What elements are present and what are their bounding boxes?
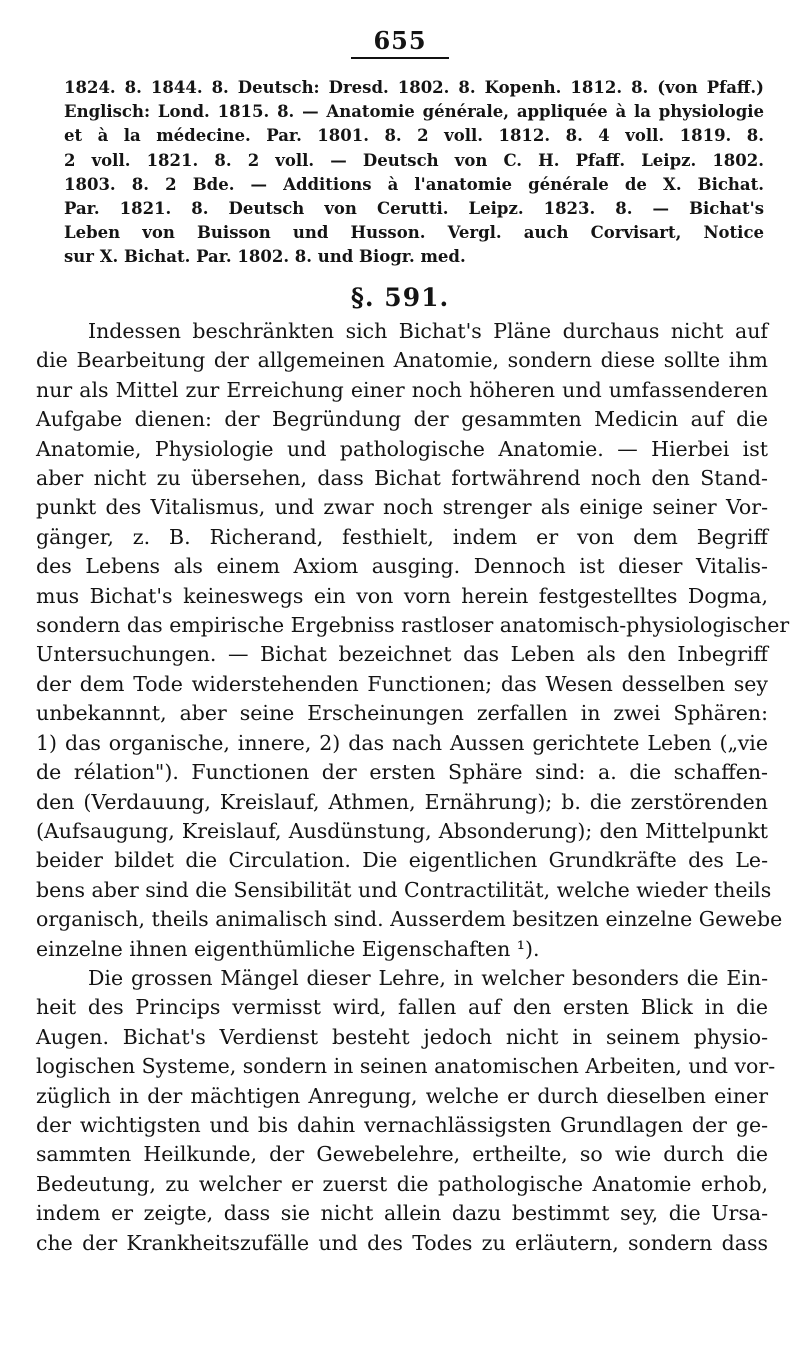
footnote-line: 1824. 8. 1844. 8. Deutsch: Dresd. 1802. 8. Kopenh. 1812. 8. (von Pfaff.) <box>64 78 764 97</box>
text-line: der wichtigsten und bis dahin vernachlässigsten Grundlagen der ge- <box>36 1112 768 1137</box>
text-line: punkt des Vitalismus, und zwar noch strenger als einige seiner Vor- <box>36 495 768 520</box>
footnote-line: et à la médecine. Par. 1801. 8. 2 voll. 1812. 8. 4 voll. 1819. 8. <box>64 126 764 146</box>
text-line: nur als Mittel zur Erreichung einer noch höheren und umfassenderen <box>36 377 768 402</box>
text-line: züglich in der mächtigen Anregung, welche er durch dieselben einer <box>36 1083 768 1108</box>
text-line: Aufgabe dienen: der Begründung der gesammten Medicin auf die <box>36 407 768 432</box>
footnote-line: Englisch: Lond. 1815. 8. — Anatomie générale, appliquée à la physiologie <box>64 102 764 122</box>
page-number: 655 <box>351 26 448 59</box>
text-line: (Aufsaugung, Kreislauf, Ausdünstung, Absonderung); den Mittelpunkt <box>36 818 768 843</box>
text-line: heit des Princips vermisst wird, fallen auf den ersten Blick in die <box>36 995 768 1020</box>
text-line: Untersuchungen. — Bichat bezeichnet das Leben als den Inbegriff <box>36 642 768 667</box>
text-line: 1) das organische, innere, 2) das nach Aussen gerichtete Leben („vie <box>36 730 768 755</box>
page-header <box>0 26 800 59</box>
footnote-line: 1803. 8. 2 Bde. — Additions à l'anatomie générale de X. Bichat. <box>64 174 764 194</box>
text-line: aber nicht zu übersehen, dass Bichat fortwährend noch den Stand- <box>36 466 768 491</box>
footnote-line: sur X. Bichat. Par. 1802. 8. und Biogr. med. <box>64 247 466 267</box>
body-text <box>36 317 790 1258</box>
text-line: der dem Tode widerstehenden Functionen; das Wesen desselben sey <box>36 671 768 696</box>
text-line: Bedeutung, zu welcher er zuerst die pathologische Anatomie erhob, <box>36 1171 768 1196</box>
paragraph-1 <box>36 317 790 964</box>
footnote-block <box>64 76 764 270</box>
text-line: gänger, z. B. Richerand, festhielt, indem er von dem Begriff <box>36 524 768 549</box>
text-line: Die grossen Mängel dieser Lehre, in welcher besonders die Ein- <box>88 965 768 990</box>
text-line: beider bildet die Circulation. Die eigentlichen Grundkräfte des Le- <box>36 848 768 873</box>
text-line: Anatomie, Physiologie und pathologische Anatomie. — Hierbei ist <box>36 436 768 461</box>
footnote-line: Par. 1821. 8. Deutsch von Cerutti. Leipz. 1823. 8. — Bichat's <box>64 199 764 219</box>
text-line: Augen. Bichat's Verdienst besteht jedoch nicht in seinem physio- <box>36 1024 768 1049</box>
text-line: einzelne ihnen eigenthümliche Eigenschaften ¹). <box>36 936 540 961</box>
text-line: bens aber sind die Sensibilität und Contractilität, welche wieder theils <box>36 877 772 902</box>
text-line: organisch, theils animalisch sind. Ausserdem besitzen einzelne Gewebe <box>36 907 783 932</box>
text-line: indem er zeigte, dass sie nicht allein dazu bestimmt sey, die Ursa- <box>36 1201 768 1226</box>
text-line: de rélation"). Functionen der ersten Sphäre sind: a. die schaffen- <box>36 760 768 785</box>
section-number: §. 591. <box>350 283 450 312</box>
text-line: Indessen beschränkten sich Bichat's Pläne durchaus nicht auf <box>88 319 768 343</box>
text-line: unbekannnt, aber seine Erscheinungen zerfallen in zwei Sphären: <box>36 701 768 726</box>
text-line: den (Verdauung, Kreislauf, Athmen, Ernährung); b. die zerstörenden <box>36 789 768 814</box>
text-line: mus Bichat's keineswegs ein von vorn herein festgestelltes Dogma, <box>36 583 768 608</box>
text-line: logischen Systeme, sondern in seinen anatomischen Arbeiten, und vor- <box>36 1054 776 1079</box>
footnote-line: Leben von Buisson und Husson. Vergl. auch Corvisart, Notice <box>64 223 764 243</box>
text-line: sammten Heilkunde, der Gewebelehre, ertheilte, so wie durch die <box>36 1142 768 1167</box>
text-line: sondern das empirische Ergebniss rastloser anatomisch-physiologischer <box>36 613 790 638</box>
text-line: che der Krankheitszufälle und des Todes zu erläutern, sondern dass <box>36 1230 768 1255</box>
footnote-line: 2 voll. 1821. 8. 2 voll. — Deutsch von C. H. Pfaff. Leipz. 1802. <box>64 150 764 170</box>
text-line: des Lebens als einem Axiom ausging. Dennoch ist dieser Vitalis- <box>36 554 768 579</box>
text-line: die Bearbeitung der allgemeinen Anatomie, sondern diese sollte ihm <box>36 348 768 373</box>
paragraph-2 <box>36 964 776 1258</box>
